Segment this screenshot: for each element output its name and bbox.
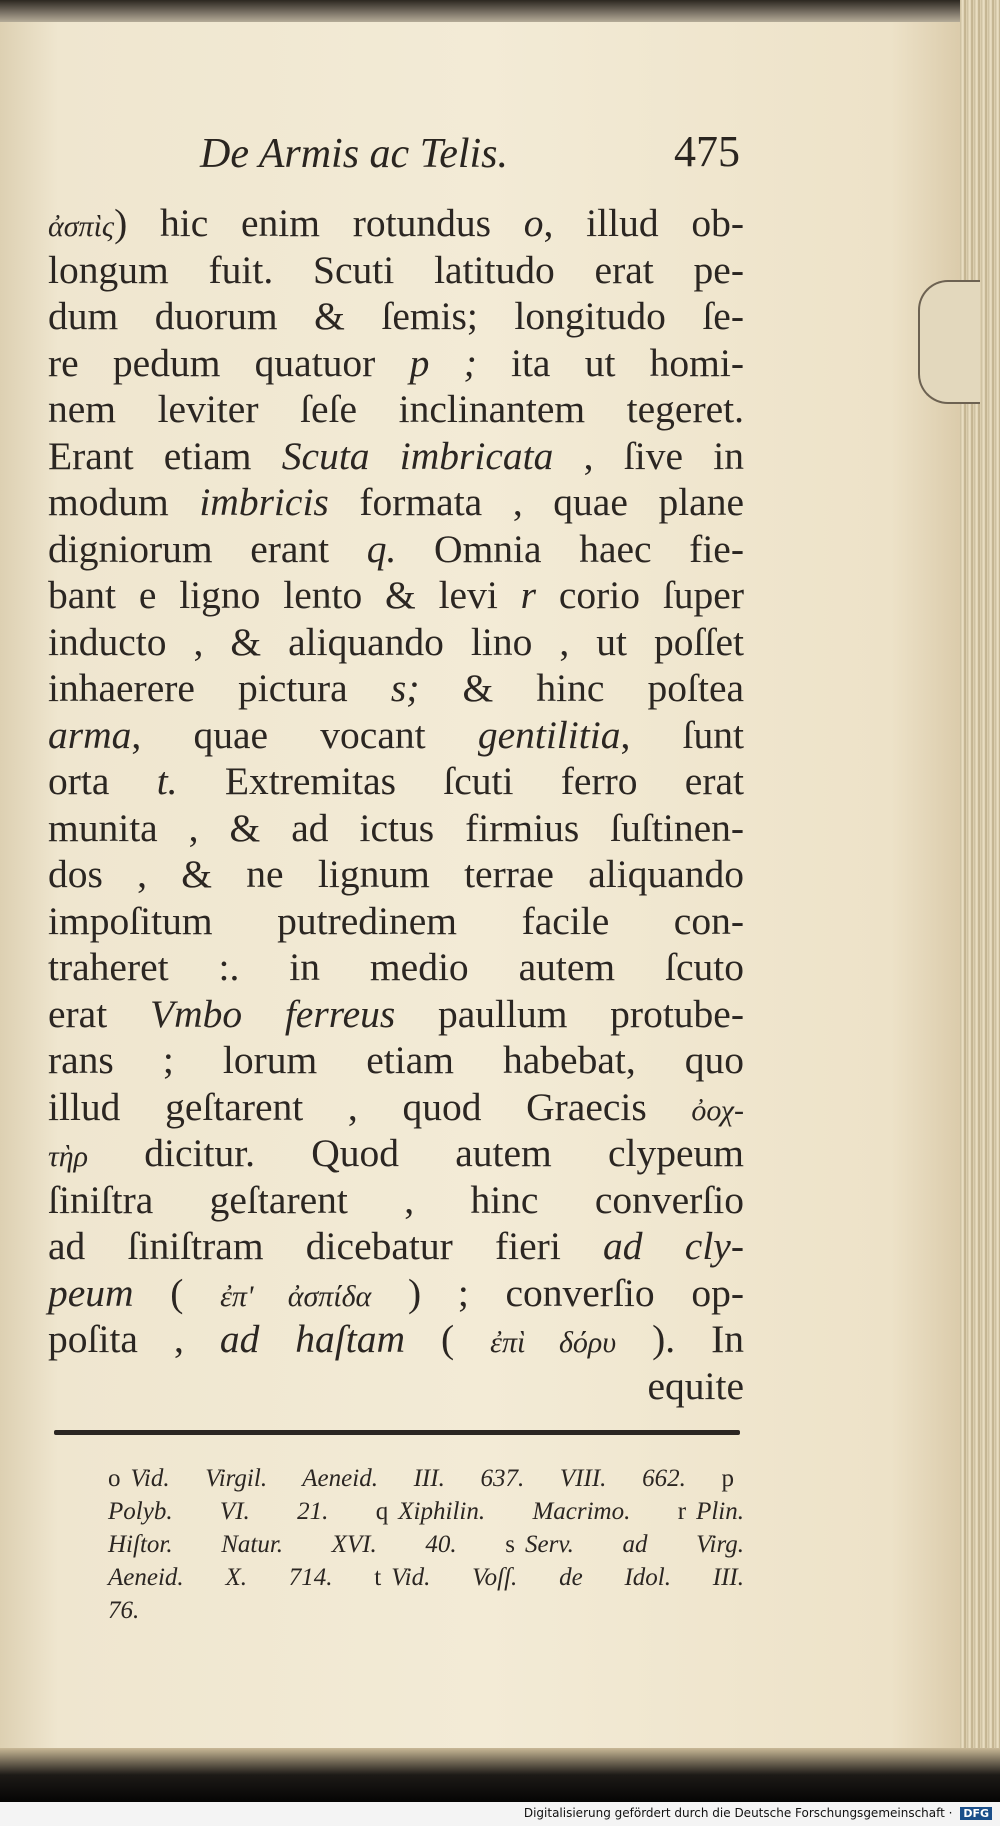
body-line [48, 1084, 744, 1131]
body-line [48, 1270, 744, 1317]
body-segment: ). In [616, 1317, 744, 1361]
body-line [48, 1037, 744, 1084]
body-segment: longum fuit. Scuti latitudo erat pe- [48, 247, 744, 292]
body-segment: formata , quae plane [328, 480, 744, 524]
body-segment: orta [48, 759, 157, 803]
footnotes [108, 1462, 744, 1627]
body-line [48, 1177, 744, 1224]
body-segment: Scuta imbricata [281, 433, 554, 478]
body-segment: ἀσπὶς [48, 210, 115, 243]
body-segment: Erant etiam [48, 433, 282, 478]
footnote-line [108, 1462, 744, 1495]
body-segment: dos , & ne lignum terrae aliquando [48, 852, 744, 896]
body-line [48, 572, 744, 619]
body-line [48, 293, 744, 340]
body-segment: p ; [409, 340, 477, 385]
body-segment: ad ſiniſtram dicebatur fieri [48, 1224, 604, 1268]
body-segment: Vmbo ferreus [149, 991, 396, 1036]
book-bottom-edge [0, 1748, 1000, 1808]
body-segment: , illud ob- [543, 201, 744, 245]
body-segment: traheret :. in medio autem ſcuto [48, 945, 744, 989]
body-line [48, 200, 744, 247]
running-head [200, 127, 740, 182]
body-segment: nem leviter ſeſe inclinantem tegeret. [48, 387, 744, 431]
footnote-line [108, 1495, 744, 1528]
catchword-line [48, 1363, 744, 1410]
body-segment: , ſunt [620, 712, 744, 757]
body-line [48, 991, 744, 1038]
body-line [48, 665, 744, 712]
body-segment: r [520, 573, 537, 617]
footnote-segment: r [677, 1498, 687, 1525]
body-segment: ita ut homi- [476, 340, 745, 385]
page-marker-tab [918, 280, 980, 404]
footnote-segment: Vid. Voſſ. de Idol. III. [391, 1564, 744, 1591]
body-segment: ἐπὶ δόρυ [490, 1326, 617, 1359]
body-line [48, 851, 744, 898]
body-segment: paullum protube- [395, 991, 744, 1036]
body-segment: t. [156, 759, 178, 803]
body-line [48, 619, 744, 666]
footnote-segment: Plin. [696, 1498, 744, 1525]
body-line [48, 526, 744, 573]
body-segment: peum [48, 1270, 134, 1315]
body-segment: τὴρ [48, 1140, 89, 1173]
body-segment: modum [48, 480, 200, 524]
body-segment: dum duorum & ſemis; longitudo ſe- [48, 294, 744, 338]
body-segment: & hinc poſtea [419, 666, 745, 710]
body-segment: rans ; lorum etiam habebat, quo [48, 1038, 744, 1082]
footnote-segment: Serv. ad Virg. [525, 1531, 745, 1558]
footnote-segment: 76. [108, 1597, 140, 1624]
body-segment: erat [48, 991, 150, 1036]
body-segment: corio ſuper [536, 573, 744, 617]
body-segment: dicitur. Quod autem clypeum [88, 1131, 744, 1175]
body-segment: munita , & ad ictus firmius ſuſtinen- [48, 805, 744, 850]
body-segment: ad haſtam [219, 1317, 406, 1361]
footnote-segment: p [721, 1465, 734, 1492]
body-line [48, 898, 744, 945]
body-line [48, 340, 744, 387]
body-segment: poſita , [48, 1317, 220, 1361]
footnote-segment: o [108, 1465, 121, 1492]
body-segment: ( [133, 1270, 221, 1315]
digitization-credit [524, 1806, 992, 1820]
body-line [48, 386, 744, 433]
body-segment: bant e ligno lento & levi [48, 573, 521, 617]
footnote-segment: Aeneid. X. 714. [108, 1564, 375, 1591]
body-line [48, 712, 744, 759]
body-line [48, 1316, 744, 1363]
body-segment: ὀοχ- [691, 1093, 744, 1127]
footnote-segment: Hiſtor. Natur. XVI. 40. [108, 1531, 506, 1558]
credit-text: Digitalisierung gefördert durch die Deutsche Forschungsgemeinschaft · [523, 1806, 953, 1820]
footnote-segment: s [505, 1531, 516, 1558]
body-line [48, 247, 744, 294]
body-segment: gentilitia [477, 712, 621, 757]
dfg-logo: DFG [960, 1807, 992, 1820]
body-segment: inducto , & aliquando lino , ut poſſet [48, 619, 744, 664]
page-number: 475 [674, 127, 740, 176]
body-segment: , quae vocant [131, 712, 478, 757]
body-segment: s; [390, 666, 420, 710]
catchword: equite [647, 1364, 744, 1408]
body-segment: , ſive in [553, 433, 744, 478]
body-line [48, 1223, 744, 1270]
body-segment: impoſitum putredinem facile con- [48, 898, 744, 943]
body-segment: ( [405, 1317, 491, 1361]
footnote-segment: Polyb. VI. 21. [108, 1498, 376, 1525]
body-segment: digniorum erant [48, 526, 367, 571]
footnote-line [108, 1528, 744, 1561]
body-line [48, 479, 744, 526]
body-line [48, 944, 744, 991]
body-text [48, 200, 744, 1363]
footnote-segment: q [375, 1498, 389, 1525]
body-segment: ſiniſtra geſtarent , hinc converſio [48, 1177, 744, 1222]
body-segment: re pedum quatuor [48, 340, 410, 385]
body-line [48, 758, 744, 805]
book-fore-edge [960, 0, 1000, 1790]
body-line [48, 1130, 744, 1177]
body-segment: Extremitas ſcuti ferro erat [177, 759, 744, 803]
body-segment: ) ; converſio op- [371, 1270, 745, 1315]
body-segment: o [523, 201, 544, 245]
body-segment: ) hic enim rotundus [114, 201, 524, 245]
body-line [48, 433, 744, 480]
footnote-rule [54, 1430, 740, 1435]
footnote-line [108, 1561, 744, 1594]
body-segment: arma [48, 712, 132, 757]
body-segment: ἐπ' ἀσπίδα [220, 1279, 372, 1313]
footnote-segment: Vid. Virgil. Aeneid. III. 637. VIII. 662. [130, 1465, 722, 1492]
footnote-segment: Xiphilin. Macrimo. [398, 1498, 678, 1525]
body-segment: inhaerere pictura [48, 666, 391, 710]
footnote-line [108, 1594, 744, 1627]
body-segment: illud geſtarent , quod Graecis [48, 1084, 692, 1129]
body-segment: ad cly- [603, 1224, 744, 1268]
body-line [48, 805, 744, 852]
running-head-title: De Armis ac Telis. [200, 131, 509, 177]
body-segment: q. [366, 526, 397, 571]
footnote-segment: t [374, 1564, 382, 1591]
body-segment: imbricis [199, 480, 329, 524]
body-segment: Omnia haec fie- [396, 526, 744, 571]
